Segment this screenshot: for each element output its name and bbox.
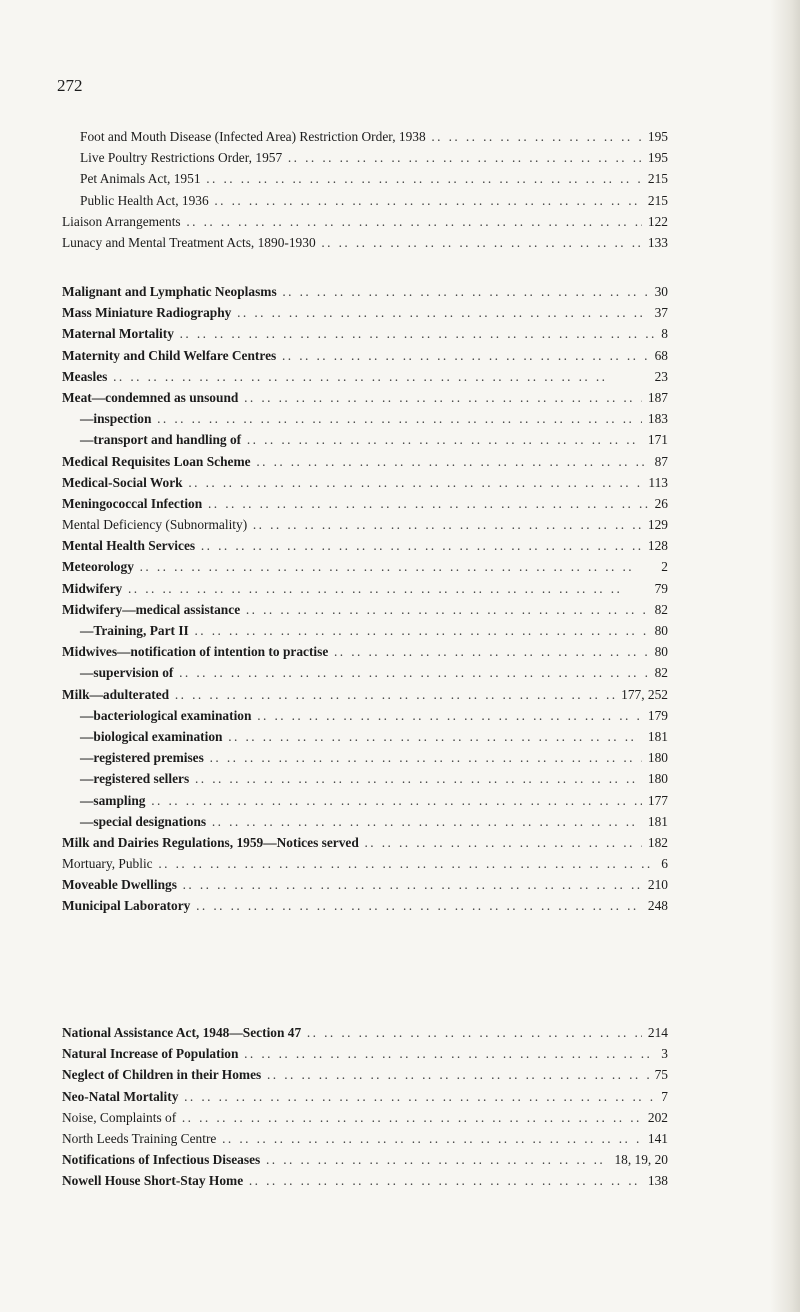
index-entry: [62, 1022, 668, 1043]
index-entry-text: [62, 874, 668, 895]
index-entry-page: 248: [642, 895, 668, 916]
index-entry: [62, 168, 668, 189]
index-entry: [62, 874, 668, 895]
page-edge-shadow: [770, 0, 800, 1312]
index-entry-label: Municipal Laboratory: [62, 898, 191, 914]
index-entry-label: Midwifery: [62, 580, 123, 596]
index-entry: [62, 599, 668, 620]
index-entry-text: [62, 726, 668, 747]
index-entry: [62, 684, 668, 705]
index-entry: [62, 832, 668, 853]
index-entry: [62, 705, 668, 726]
index-entry: [62, 366, 668, 387]
index-entry-label: —registered premises: [62, 750, 204, 765]
index-entry-page: 7: [655, 1086, 668, 1107]
index-entry-text: [62, 641, 668, 662]
index-entry-label: Medical Requisites Loan Scheme: [62, 453, 251, 469]
index-entry-text: [62, 535, 668, 556]
index-entry: [62, 190, 668, 211]
index-entry: [62, 768, 668, 789]
index-entry-text: [62, 147, 668, 168]
index-entry-label: Measles: [62, 368, 108, 384]
index-entry: [62, 323, 668, 344]
index-entry-label: —sampling: [62, 793, 145, 808]
index-entry-text: [62, 1107, 668, 1128]
index-entry-label: —special designations: [62, 814, 206, 829]
index-entry-label: —bacteriological examination: [62, 708, 251, 723]
index-entry: [62, 1170, 668, 1191]
index-entry: [62, 302, 668, 323]
index-entry-text: [62, 747, 668, 768]
index-entry-label: Milk and Dairies Regulations, 1959—Notices served: [62, 834, 359, 850]
index-entry-label: Liaison Arrangements: [62, 213, 181, 229]
index-entry-text: [62, 429, 668, 450]
index-entry-page: 8: [655, 323, 668, 344]
index-entry-text: [62, 281, 668, 302]
index-entry-label: Nowell House Short-Stay Home: [62, 1173, 244, 1189]
index-entry-label: —registered sellers: [62, 771, 189, 786]
index-entry-page: 129: [642, 514, 668, 535]
index-entry: [62, 1128, 668, 1149]
index-entry: [62, 345, 668, 366]
index-section-n: [62, 1022, 668, 1192]
index-entry-page: 171: [642, 429, 668, 450]
index-entry-page: 79: [649, 578, 668, 599]
index-section-l: [62, 126, 668, 253]
index-entry-text: [62, 211, 668, 232]
index-entry-label: Foot and Mouth Disease (Infected Area) Restriction Order, 1938: [62, 129, 426, 144]
index-entry-label: Pet Animals Act, 1951: [62, 171, 201, 186]
index-entry: [62, 387, 668, 408]
index-entry-label: Mortuary, Public: [62, 856, 153, 872]
index-entry-label: Neglect of Children in their Homes: [62, 1067, 262, 1083]
index-entry-label: North Leeds Training Centre: [62, 1130, 217, 1146]
index-entry-text: [62, 190, 668, 211]
index-entry: [62, 232, 668, 253]
index-entry-text: [62, 493, 668, 514]
index-entry-label: Live Poultry Restrictions Order, 1957: [62, 150, 282, 165]
index-entry-label: Meningococcal Infection: [62, 495, 203, 511]
index-entry: [62, 811, 668, 832]
index-entry-text: [62, 1022, 668, 1043]
index-entry-text: [62, 1043, 668, 1064]
index-entry-label: Midwives—notification of intention to practise: [62, 644, 329, 660]
index-entry: [62, 620, 668, 641]
index-entry-page: 177, 252: [615, 684, 668, 705]
index-entry-label: Midwifery—medical assistance: [62, 601, 241, 617]
index-entry: [62, 1107, 668, 1128]
index-entry-page: 183: [642, 408, 668, 429]
index-entry: [62, 281, 668, 302]
index-entry-page: 215: [642, 190, 668, 211]
index-entry-page: 18, 19, 20: [608, 1149, 668, 1170]
index-entry-text: [62, 514, 668, 535]
index-entry-text: [62, 366, 668, 387]
index-entry-text: [62, 451, 668, 472]
index-entry-label: —transport and handling of: [62, 432, 241, 447]
index-entry-text: [62, 556, 668, 577]
index-entry: [62, 126, 668, 147]
index-entry-page: 80: [649, 641, 668, 662]
index-entry-page: 202: [642, 1107, 668, 1128]
index-entry-text: [62, 578, 668, 599]
index-entry-page: 37: [649, 302, 668, 323]
index-entry: [62, 493, 668, 514]
index-entry: [62, 1064, 668, 1085]
index-entry: [62, 662, 668, 683]
index-entry-page: 133: [642, 232, 668, 253]
index-entry-text: [62, 1149, 668, 1170]
index-entry-label: Medical-Social Work: [62, 474, 183, 490]
index-entry-text: [62, 1086, 668, 1107]
index-entry-label: Lunacy and Mental Treatment Acts, 1890-1930: [62, 234, 316, 250]
index-entry: [62, 472, 668, 493]
index-entry-text: [62, 472, 668, 493]
index-entry-page: 210: [642, 874, 668, 895]
page-number: 272: [57, 76, 83, 95]
index-entry-page: 179: [642, 705, 668, 726]
index-entry: [62, 514, 668, 535]
index-entry: [62, 535, 668, 556]
index-entry-page: 181: [642, 726, 668, 747]
index-entry-page: 68: [649, 345, 668, 366]
index-entry-page: 30: [649, 281, 668, 302]
index-entry: [62, 578, 668, 599]
index-entry-page: 82: [649, 662, 668, 683]
index-entry-page: 195: [642, 126, 668, 147]
index-entry-label: Mass Miniature Radiography: [62, 305, 232, 321]
index-entry-label: Meteorology: [62, 559, 134, 575]
index-entry-page: 182: [642, 832, 668, 853]
index-entry-page: 215: [642, 168, 668, 189]
index-entry-page: 141: [642, 1128, 668, 1149]
index-entry: [62, 895, 668, 916]
index-section-m: [62, 281, 668, 917]
index-entry-text: [62, 1170, 668, 1191]
index-entry: [62, 726, 668, 747]
index-entry-page: 2: [655, 556, 668, 577]
index-entry-page: 214: [642, 1022, 668, 1043]
index-entry-text: [62, 408, 668, 429]
index-entry-text: [62, 599, 668, 620]
index-entry: [62, 1043, 668, 1064]
index-entry-text: [62, 811, 668, 832]
index-entry-label: Maternity and Child Welfare Centres: [62, 347, 277, 363]
index-entry-text: [62, 620, 668, 641]
index-entry: [62, 747, 668, 768]
index-entry-text: [62, 832, 668, 853]
index-entry: [62, 1149, 668, 1170]
index-entry-label: —supervision of: [62, 665, 173, 680]
index-entry-page: 80: [649, 620, 668, 641]
index-entry-text: [62, 1128, 668, 1149]
index-entry-text: [62, 302, 668, 323]
index-entry-page: 187: [642, 387, 668, 408]
index-entry-text: [62, 323, 668, 344]
index-entry-label: Neo-Natal Mortality: [62, 1088, 179, 1104]
index-entry-page: 75: [649, 1064, 668, 1085]
index-entry-page: 23: [649, 366, 668, 387]
index-entry: [62, 556, 668, 577]
index-entry: [62, 408, 668, 429]
index-entry-text: [62, 126, 668, 147]
index-entry-label: —biological examination: [62, 729, 222, 744]
index-entry-label: National Assistance Act, 1948—Section 47: [62, 1025, 302, 1040]
index-entry-label: Moveable Dwellings: [62, 877, 177, 893]
index-entry-text: [62, 387, 668, 408]
index-entry-text: [62, 1064, 668, 1085]
index-entry-label: Meat—condemned as unsound: [62, 389, 239, 405]
index-entry: [62, 641, 668, 662]
index-entry-page: 177: [642, 790, 668, 811]
index-entry-label: —Training, Part II: [62, 623, 189, 638]
index-entry-page: 180: [642, 747, 668, 768]
index-entry-page: 181: [642, 811, 668, 832]
index-entry-text: [62, 232, 668, 253]
index-entry-text: [62, 662, 668, 683]
index-entry-label: Maternal Mortality: [62, 326, 174, 342]
index-entry-label: Milk—adulterated: [62, 686, 170, 702]
index-entry-page: 87: [649, 451, 668, 472]
index-entry-label: Natural Increase of Population: [62, 1046, 239, 1062]
index-entry-page: 82: [649, 599, 668, 620]
index-entry-text: [62, 790, 668, 811]
index-entry-page: 128: [642, 535, 668, 556]
index-entry-label: Mental Health Services: [62, 538, 196, 554]
index-entry-page: 26: [649, 493, 668, 514]
index-entry-text: [62, 168, 668, 189]
index-entry-label: Public Health Act, 1936: [62, 193, 209, 208]
index-entry-page: 3: [655, 1043, 668, 1064]
index-entry: [62, 211, 668, 232]
index-entry: [62, 1086, 668, 1107]
index-entry: [62, 853, 668, 874]
index-entry-page: 180: [642, 768, 668, 789]
index-entry-label: Notifications of Infectious Diseases: [62, 1152, 261, 1168]
index-entry: [62, 790, 668, 811]
index-entry: [62, 429, 668, 450]
index-entry-label: —inspection: [62, 411, 151, 426]
index-entry-text: [62, 345, 668, 366]
index-entry-page: 6: [655, 853, 668, 874]
index-entry-page: 113: [642, 472, 668, 493]
index-entry-label: Mental Deficiency (Subnormality): [62, 517, 248, 533]
index-entry-text: [62, 705, 668, 726]
index-entry-text: [62, 853, 668, 874]
index-entry-page: 122: [642, 211, 668, 232]
index-entry-text: [62, 895, 668, 916]
index-entry-label: Noise, Complaints of: [62, 1109, 177, 1125]
index-entry-page: 195: [642, 147, 668, 168]
index-entry-page: 138: [642, 1170, 668, 1191]
index-entry-text: [62, 684, 668, 705]
index-entry: [62, 451, 668, 472]
index-entry-text: [62, 768, 668, 789]
index-entry-label: Malignant and Lymphatic Neoplasms: [62, 284, 277, 299]
index-entry: [62, 147, 668, 168]
